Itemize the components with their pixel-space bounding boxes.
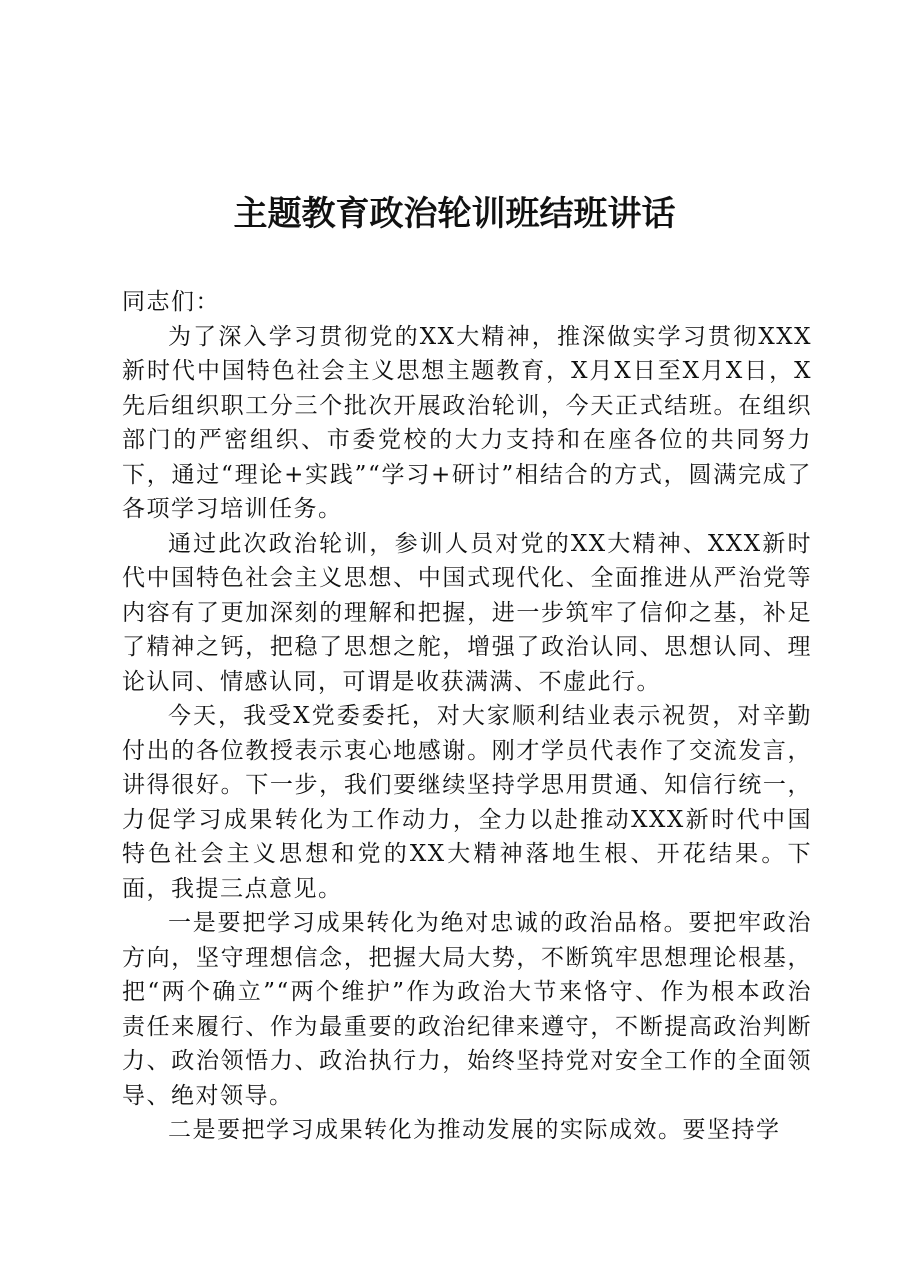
paragraph-1: 为了深入学习贯彻党的XX大精神，推深做实学习贯彻XXX新时代中国特色社会主义思想主题教育，X月X日至X月X日，X先后组织职工分三个批次开展政治轮训，今天正式结班。在组织部门的严密组织、市委党校的大力支持和在座各位的共同努力下，通过“理论+实践”“学习+研讨”相结合的方式，圆满完成了各项学习培训任务。 <box>122 323 812 522</box>
paragraph-4: 一是要把学习成果转化为绝对忠诚的政治品格。要把牢政治方向，坚守理想信念，把握大局大势，不断筑牢思想理论根基，把“两个确立”“两个维护”作为政治大节来恪守、作为根本政治责任来履行、作为最重要的政治纪律来遵守，不断提高政治判断力、政治领悟力、政治执行力，始终坚持党对安全工作的全面领导、绝对领导。 <box>122 910 812 1109</box>
document-body <box>122 285 812 1148</box>
document-title: 主题教育政治轮训班结班讲话 <box>233 194 676 234</box>
salutation: 同志们： <box>122 289 220 315</box>
paragraph-3: 今天，我受X党委委托，对大家顺利结业表示祝贺，对辛勤付出的各位教授表示衷心地感谢。刚才学员代表作了交流发言，讲得很好。下一步，我们要继续坚持学思用贯通、知信行统一，力促学习成果转化为工作动力，全力以赴推动XXX新时代中国特色社会主义思想和党的XX大精神落地生根、开花结果。下面，我提三点意见。 <box>122 703 812 902</box>
paragraph-5: 二是要把学习成果转化为推动发展的实际成效。要坚持学 <box>168 1117 781 1143</box>
paragraph-2: 通过此次政治轮训，参训人员对党的XX大精神、XXX新时代中国特色社会主义思想、中国式现代化、全面推进从严治党等内容有了更加深刻的理解和把握，进一步筑牢了信仰之基，补足了精神之钙，把稳了思想之舵，增强了政治认同、思想认同、理论认同、情感认同，可谓是收获满满、不虚此行。 <box>122 530 812 695</box>
